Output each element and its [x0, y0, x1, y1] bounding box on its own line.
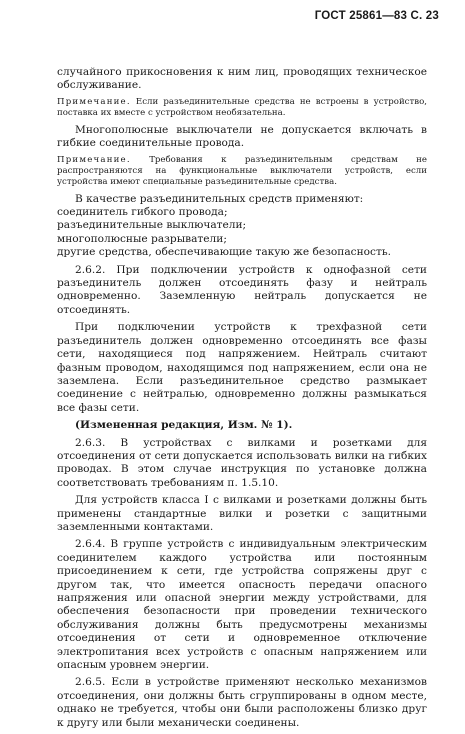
disconnect-means-list [57, 193, 427, 260]
note-functional-switches [57, 155, 427, 188]
paragraph-class-one: Для устройств класса I с вилками и розетками должны быть применены стандартные вилки и розетки с защитными заземленными контактами. [57, 494, 427, 533]
clause-2-6-3: 2.6.3. В устройствах с вилками и розетками для отсоединения от сети допускается использовать вилки на гибких проводах. В этом случае инструкция по установке должна соответствовать требованиям п. 1.5.10. [57, 436, 427, 489]
clause-2-6-4: 2.6.4. В группе устройств с индивидуальным электрическим соединителем каждого устройства или постоянным присоединением к сети, где устройства сопряжены друг с другом так, что имеется опасность передачи опасного напряжения или опасной энергии между устройствами, для обеспечения безопасности при проведении технического обслуживания должны быть предусмотрены механизмы отсоединения от сети и одновременное отключение электропитания всех устройств с опасным напряжением или опасным уровнем энергии. [57, 538, 427, 672]
note-text: Если разъединительные средства не встроены в устройство, поставка их вместе с устройством необязательна. [57, 96, 427, 118]
paragraph-continuation: случайного прикосновения к ним лиц, проводящих техническое обслуживание. [57, 66, 427, 92]
clause-2-6-5: 2.6.5. Если в устройстве применяют несколько механизмов отсоединения, они должны быть сгруппированы в одном месте, однако не требуется, чтобы они были расположены близко друг к другу или были механически соединены. [57, 676, 427, 729]
clause-2-6-2: 2.6.2. При подключении устройств к однофазной сети разъединитель должен отсоединять фазу и нейтраль одновременно. Заземленную нейтраль допускается не отсоединять. [57, 263, 427, 316]
note-lead: Примечание. [57, 154, 131, 165]
list-item: разъединительные выключатели; [57, 219, 247, 232]
list-intro: В качестве разъединительных средств применяют: [75, 192, 364, 205]
paragraph-multipole-switches: Многополюсные выключатели не допускается включать в гибкие соединительные провода. [57, 123, 427, 150]
amendment-note: (Измененная редакция, Изм. № 1). [75, 419, 293, 432]
note-lead: Примечание. [57, 96, 131, 107]
note-disconnect-devices [57, 97, 427, 119]
note-text: Требования к разъединительным средствам не распространяются на функциональные выключатели устройств, если устройства имеют специальные разъединительные средства. [57, 154, 427, 187]
list-item: соединитель гибкого провода; [57, 206, 228, 219]
list-item: многополюсные разрыватели; [57, 232, 227, 245]
list-item: другие средства, обеспечивающие такую же безопасность. [57, 246, 391, 259]
paragraph-three-phase: При подключении устройств к трехфазной сети разъединитель должен одновременно отсоединять все фазы сети, находящиеся под напряжением. Нейтраль считают фазным проводом, находящимся под напряжением, если она не заземлена. Если разъединительное средство размыкает соединение с нейтралью, одновременно должны размыкаться все фазы сети. [57, 321, 427, 414]
document-body [57, 66, 427, 734]
page-header: ГОСТ 25861—83 С. 23 [314, 10, 439, 22]
